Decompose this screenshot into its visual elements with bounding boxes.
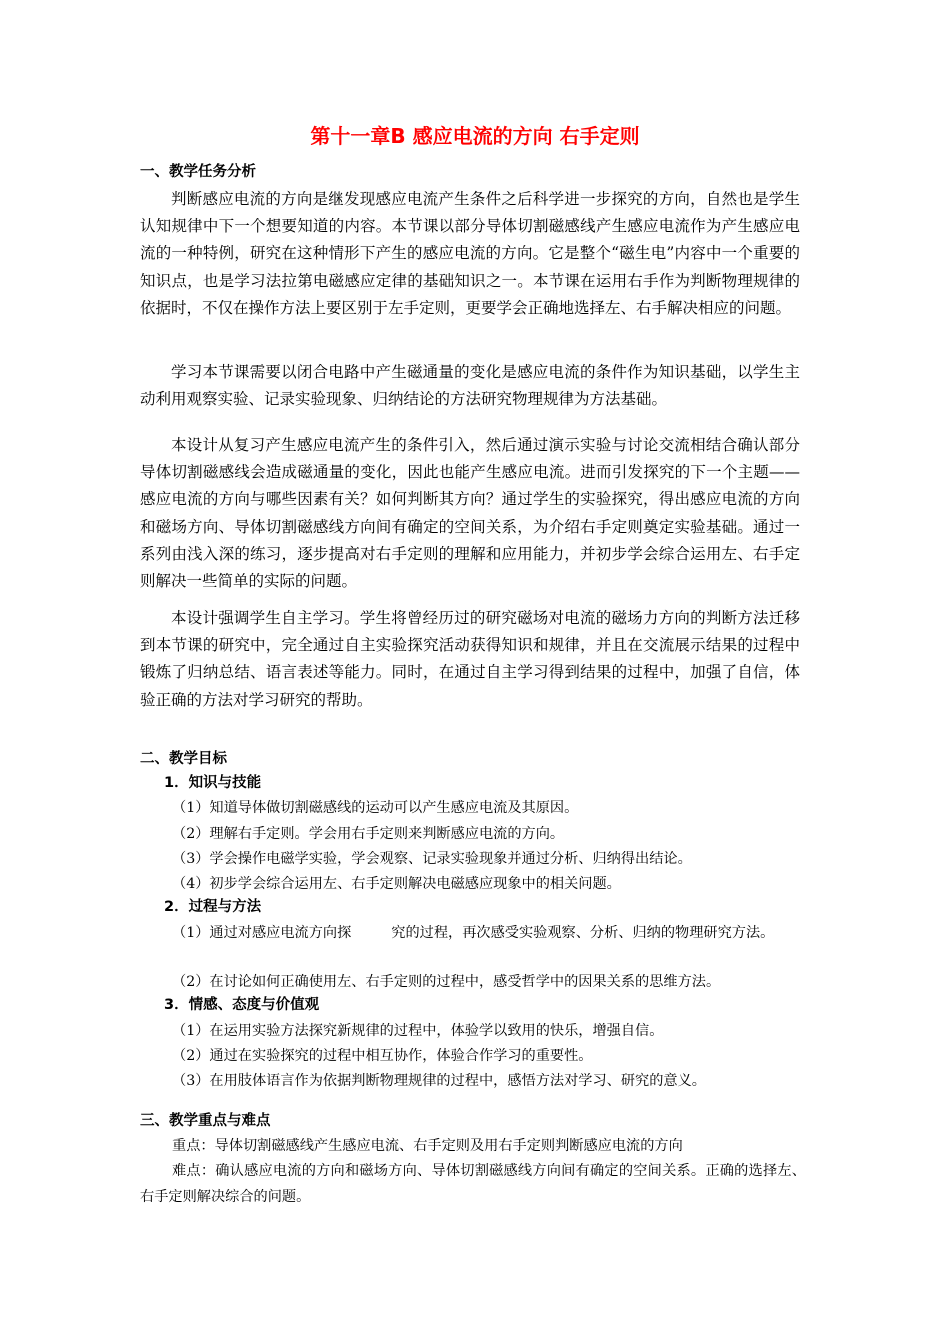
objective-item: （2）理解右手定则。学会用右手定则来判断感应电流的方向。 [172, 826, 565, 842]
subheading-process-method: 2．过程与方法 [164, 899, 262, 915]
objective-item [140, 920, 806, 946]
section-heading-task-analysis: 一、教学任务分析 [140, 164, 256, 180]
subheading-emotion-attitude-values: 3．情感、态度与价值观 [164, 997, 320, 1013]
paragraph-3: 本设计从复习产生感应电流产生的条件引入，然后通过演示实验与讨论交流相结合确认部分导体切割磁感线会造成磁通量的变化，因此也能产生感应电流。进而引发探究的下一个主题——感应电流的方向与哪些因素有关？如何判断其方向？通过学生的实验探究，得出感应电流的方向和磁场方向、导体切割磁感线方向间有确定的空间关系，为介绍右手定则奠定实验基础。通过一系列由浅入深的练习，逐步提高对右手定则的理解和应用能力，并初步学会综合运用左、右手定则解决一些简单的实际的问题。 [140, 436, 800, 591]
subheading-knowledge-skills: 1．知识与技能 [164, 775, 262, 791]
objective-item: （1）在运用实验方法探究新规律的过程中，体验学以致用的快乐，增强自信。 [172, 1023, 664, 1039]
difficult-point: 难点：确认感应电流的方向和磁场方向、导体切割磁感线方向间有确定的空间关系。正确的选择左、右手定则解决综合的问题。 [140, 1163, 806, 1205]
document-title: 第十一章B 感应电流的方向 右手定则 [310, 124, 640, 148]
objective-item: （3）在用肢体语言作为依据判断物理规律的过程中，感悟方法对学习、研究的意义。 [172, 1073, 706, 1089]
section-heading-key-difficult-points: 三、教学重点与难点 [140, 1113, 271, 1129]
paragraph-1: 判断感应电流的方向是继发现感应电流产生条件之后科学进一步探究的方向，自然也是学生认知规律中下一个想要知道的内容。本节课以部分导体切割磁感线产生感应电流作为产生感应电流的一种特例，研究在这种情形下产生的感应电流的方向。它是整个“磁生电”内容中一个重要的知识点，也是学习法拉第电磁感应定律的基础知识之一。本节课在运用右手作为判断物理规律的依据时，不仅在操作方法上要区别于左手定则，更要学会正确地选择左、右手解决相应的问题。 [140, 190, 800, 317]
objective-item: （1）知道导体做切割磁感线的运动可以产生感应电流及其原因。 [172, 800, 579, 816]
objective-item-part: （1）通过对感应电流方向探 [172, 925, 352, 941]
paragraph-2: 学习本节课需要以闭合电路中产生磁通量的变化是感应电流的条件作为知识基础，以学生主动利用观察实验、记录实验现象、归纳结论的方法研究物理规律为方法基础。 [140, 363, 800, 409]
key-point: 重点：导体切割磁感线产生感应电流、右手定则及用右手定则判断感应电流的方向 [172, 1138, 683, 1154]
objective-item: （2）在讨论如何正确使用左、右手定则的过程中，感受哲学中的因果关系的思维方法。 [172, 974, 721, 990]
objective-item: （3）学会操作电磁学实验，学会观察、记录实验现象并通过分析、归纳得出结论。 [172, 851, 692, 867]
section-heading-teaching-objectives: 二、教学目标 [140, 751, 227, 767]
objective-item: （2）通过在实验探究的过程中相互协作，体验合作学习的重要性。 [172, 1048, 593, 1064]
objective-item: （4）初步学会综合运用左、右手定则解决电磁感应现象中的相关问题。 [172, 876, 621, 892]
paragraph-4: 本设计强调学生自主学习。学生将曾经历过的研究磁场对电流的磁场力方向的判断方法迁移到本节课的研究中，完全通过自主实验探究活动获得知识和规律，并且在交流展示结果的过程中锻炼了归纳总结、语言表述等能力。同时，在通过自主学习得到结果的过程中，加强了自信，体验正确的方法对学习研究的帮助。 [140, 609, 800, 709]
objective-item-part: 究的过程，再次感受实验观察、分析、归纳的物理研究方法。 [391, 925, 775, 941]
